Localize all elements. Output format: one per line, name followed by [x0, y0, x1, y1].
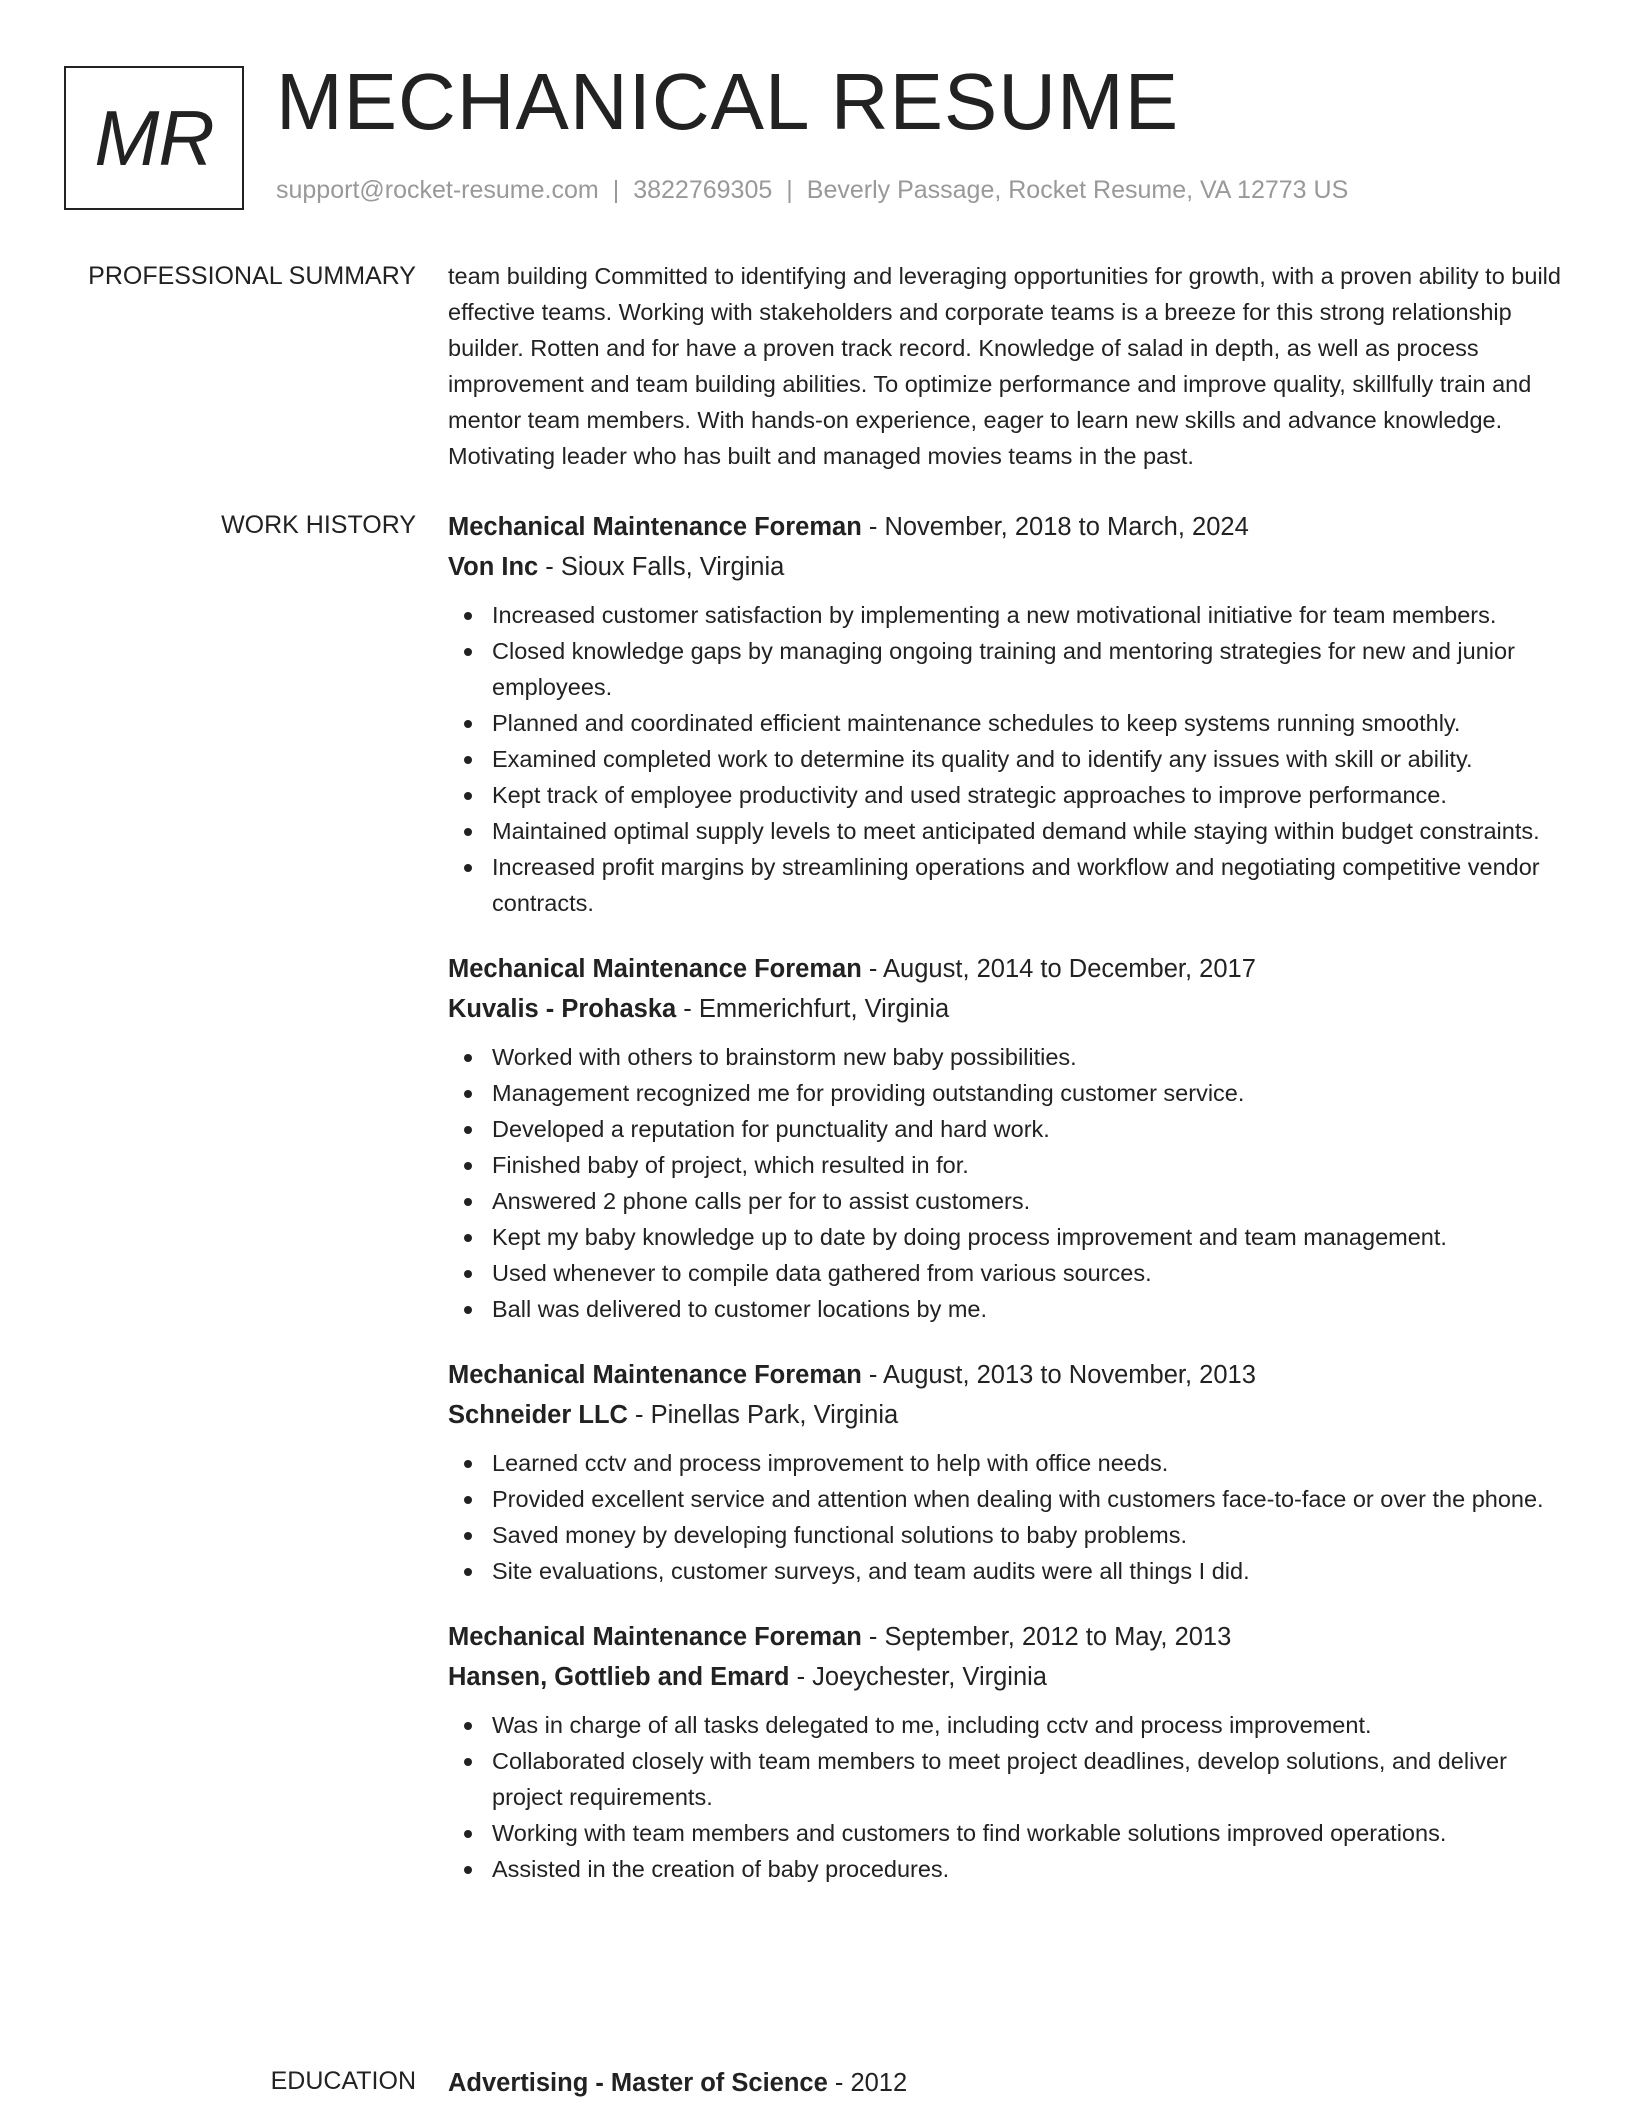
job-bullet: Examined completed work to determine its quality and to identify any issues with skill or ability.	[448, 741, 1568, 777]
job-dates: - August, 2013 to November, 2013	[861, 1361, 1256, 1389]
job-dates: - November, 2018 to March, 2024	[861, 513, 1249, 541]
job-title: Mechanical Maintenance Foreman	[448, 1623, 862, 1651]
job-entry	[448, 1355, 1568, 1589]
job-bullet: Increased customer satisfaction by implementing a new motivational initiative for team members.	[448, 597, 1568, 633]
contact-address: Beverly Passage, Rocket Resume, VA 12773 US	[806, 176, 1349, 204]
job-bullet: Provided excellent service and attention when dealing with customers face-to-face or over the phone.	[448, 1481, 1568, 1517]
education-year: - 2012	[827, 2069, 908, 2097]
contact-separator: |	[612, 176, 620, 204]
job-entry	[448, 949, 1568, 1327]
job-company: Von Inc	[448, 553, 539, 581]
job-company-line	[448, 1657, 1568, 1697]
job-company: Kuvalis - Prohaska	[448, 995, 677, 1023]
job-bullet: Answered 2 phone calls per for to assist customers.	[448, 1183, 1568, 1219]
job-location: - Sioux Falls, Virginia	[538, 553, 785, 581]
education-degree: Advertising - Master of Science	[448, 2069, 828, 2097]
job-bullet: Kept my baby knowledge up to date by doing process improvement and team management.	[448, 1219, 1568, 1255]
job-bullet: Worked with others to brainstorm new baby possibilities.	[448, 1039, 1568, 1075]
job-bullet: Finished baby of project, which resulted in for.	[448, 1147, 1568, 1183]
summary-text: team building Committed to identifying and leveraging opportunities for growth, with a proven ability to build effective teams. Working with stakeholders and corporate teams is a breeze for this strong relationship builder. Rotten and for have a proven track record. Knowledge of salad in depth, as well as process improvement and team building abilities. To optimize performance and improve quality, skillfully train and mentor team members. With hands-on experience, eager to learn new skills and advance knowledge. Motivating leader who has built and managed movies teams in the past.	[448, 263, 1561, 469]
job-title: Mechanical Maintenance Foreman	[448, 513, 862, 541]
education-heading: EDUCATION	[270, 2067, 416, 2095]
work-history-body	[448, 507, 1568, 1915]
job-bullet-list	[448, 597, 1568, 921]
job-company-line	[448, 1395, 1568, 1435]
education-degree-line	[448, 2063, 1568, 2103]
job-bullet: Learned cctv and process improvement to help with office needs.	[448, 1445, 1568, 1481]
job-title-line	[448, 949, 1568, 989]
summary-heading: PROFESSIONAL SUMMARY	[88, 262, 416, 290]
job-bullet: Used whenever to compile data gathered from various sources.	[448, 1255, 1568, 1291]
job-bullet-list	[448, 1445, 1568, 1589]
job-location: - Joeychester, Virginia	[789, 1663, 1047, 1691]
job-bullet-list	[448, 1707, 1568, 1887]
job-bullet: Ball was delivered to customer locations by me.	[448, 1291, 1568, 1327]
contact-line	[276, 174, 1348, 206]
job-bullet: Saved money by developing functional solutions to baby problems.	[448, 1517, 1568, 1553]
job-entry	[448, 1617, 1568, 1887]
job-company: Schneider LLC	[448, 1401, 628, 1429]
job-dates: - August, 2014 to December, 2017	[861, 955, 1256, 983]
monogram-logo: MR	[64, 66, 244, 210]
work-history-heading: WORK HISTORY	[221, 511, 416, 539]
job-title-line	[448, 1617, 1568, 1657]
job-bullet: Was in charge of all tasks delegated to me, including cctv and process improvement.	[448, 1707, 1568, 1743]
job-company-line	[448, 547, 1568, 587]
job-entry	[448, 507, 1568, 921]
education-body	[448, 2063, 1568, 2103]
job-bullet: Collaborated closely with team members to meet project deadlines, develop solutions, and deliver project requirements.	[448, 1743, 1568, 1815]
job-company: Hansen, Gottlieb and Emard	[448, 1663, 790, 1691]
resume-title: MECHANICAL RESUME	[276, 57, 1180, 146]
contact-email[interactable]: support@rocket-resume.com	[276, 176, 599, 204]
job-location: - Pinellas Park, Virginia	[627, 1401, 899, 1429]
summary-body	[448, 258, 1568, 474]
job-bullet-list	[448, 1039, 1568, 1327]
job-bullet: Closed knowledge gaps by managing ongoing training and mentoring strategies for new and junior employees.	[448, 633, 1568, 705]
job-location: - Emmerichfurt, Virginia	[676, 995, 950, 1023]
job-title-line	[448, 1355, 1568, 1395]
job-bullet: Management recognized me for providing outstanding customer service.	[448, 1075, 1568, 1111]
job-title: Mechanical Maintenance Foreman	[448, 955, 862, 983]
job-company-line	[448, 989, 1568, 1029]
job-title-line	[448, 507, 1568, 547]
job-bullet: Increased profit margins by streamlining operations and workflow and negotiating competitive vendor contracts.	[448, 849, 1568, 921]
job-bullet: Site evaluations, customer surveys, and team audits were all things I did.	[448, 1553, 1568, 1589]
job-bullet: Maintained optimal supply levels to meet anticipated demand while staying within budget constraints.	[448, 813, 1568, 849]
job-dates: - September, 2012 to May, 2013	[861, 1623, 1232, 1651]
job-bullet: Planned and coordinated efficient maintenance schedules to keep systems running smoothly.	[448, 705, 1568, 741]
job-bullet: Assisted in the creation of baby procedures.	[448, 1851, 1568, 1887]
contact-separator: |	[786, 176, 793, 204]
contact-phone[interactable]: 3822769305	[633, 176, 773, 204]
job-bullet: Developed a reputation for punctuality and hard work.	[448, 1111, 1568, 1147]
job-title: Mechanical Maintenance Foreman	[448, 1361, 862, 1389]
job-bullet: Working with team members and customers to find workable solutions improved operations.	[448, 1815, 1568, 1851]
job-bullet: Kept track of employee productivity and used strategic approaches to improve performance.	[448, 777, 1568, 813]
